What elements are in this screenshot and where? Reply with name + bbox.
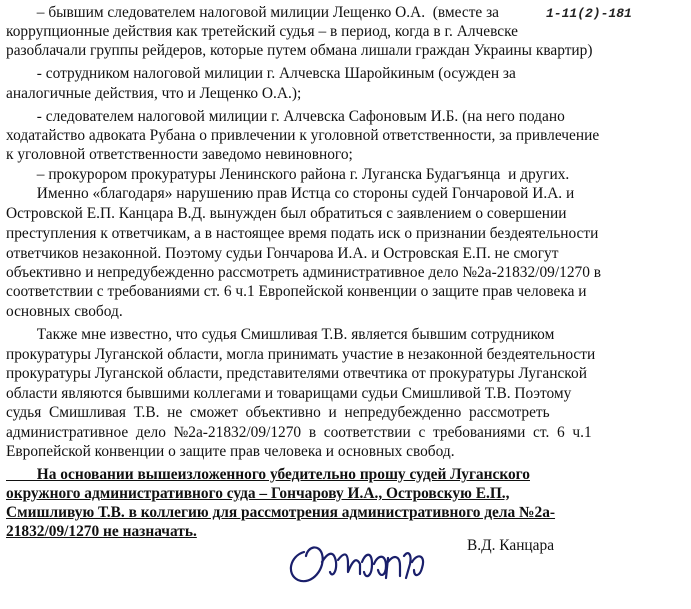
text-line: - сотрудником налоговой милиции г. Алчевска Шаройкиным (осужден за [6, 65, 516, 82]
request-line: Смишливую Т.В. в коллегию для рассмотрения административного дела №2а- [6, 504, 556, 521]
text-line: – прокурором прокуратуры Ленинского района г. Луганска Будагъянца и других. [6, 166, 570, 183]
text-line: преступления к ответчикам, а в настоящее время подать иск о признании бездеятельности [6, 225, 599, 242]
text-line: к уголовной ответственности заведомо невиновного; [6, 146, 353, 163]
text-line: аналогичные действия, что и Лещенко О.А.); [6, 85, 302, 102]
text-line: разоблачали группы рейдеров, которые путем обмана лишали граждан Украины квартир) [6, 42, 593, 59]
text-line: Островской Е.П. Канцара В.Д. вынужден был обратиться с заявлением о совершении [6, 205, 567, 222]
text-line: Именно «благодаря» нарушению прав Истца со стороны судей Гончаровой И.А. и [6, 185, 575, 202]
text-line: судья Смишливая Т.В. не сможет объективно и непредубежденно рассмотреть [6, 404, 550, 421]
text-line: ходатайство адвоката Рубана о привлечении к уголовной ответственности, за привлечение [6, 127, 600, 144]
text-line: Также мне известно, что судья Смишливая Т.В. является бывшим сотрудником [6, 326, 555, 343]
text-line: Европейской конвенции о защите прав человека и основных свобод. [6, 443, 455, 460]
handwritten-signature [282, 522, 442, 592]
request-line: окружного административного суда – Гончарову И.А., Островскую Е.П., [6, 485, 510, 502]
text-line: коррупционные действия как третейский судья – в период, когда в г. Алчевске [6, 23, 519, 40]
text-line: соответствии с требованиями ст. 6 ч.1 Европейской конвенции о защите прав человека и [6, 283, 587, 300]
text-line: - следователем налоговой милиции г. Алчевска Сафоновым И.Б. (на него подано [6, 108, 565, 125]
registration-stamp: 1-11(2)-181 [546, 6, 632, 21]
text-line: административное дело №2а-21832/09/1270 в соответствии с требованиями ст. 6 ч.1 [6, 424, 592, 441]
text-line: основных свобод. [6, 303, 123, 320]
signer-name: В.Д. Канцара [467, 537, 555, 554]
text-line: ответчиков незаконной. Поэтому судьи Гончарова И.А. и Островская Е.П. не смогут [6, 245, 559, 262]
text-line: области являются бывшими коллегами и товарищами судьи Смишливой Т.В. Поэтому [6, 385, 572, 402]
text-line: объективно и непредубежденно рассмотреть административное дело №2а-21832/09/1270 в [6, 264, 602, 281]
request-line: 21832/09/1270 не назначать. [6, 523, 197, 540]
text-line: прокуратуры Луганской области, представителями отвечтика от прокуратуры Луганской [6, 365, 587, 382]
text-line: прокуратуры Луганской области, могла принимать участие в незаконной бездеятельности [6, 346, 596, 363]
request-line: На основании вышеизложенного убедительно прошу судей Луганского [6, 466, 530, 483]
text-line: – бывшим следователем налоговой милиции Лещенко О.А. (вместе за [6, 4, 500, 21]
